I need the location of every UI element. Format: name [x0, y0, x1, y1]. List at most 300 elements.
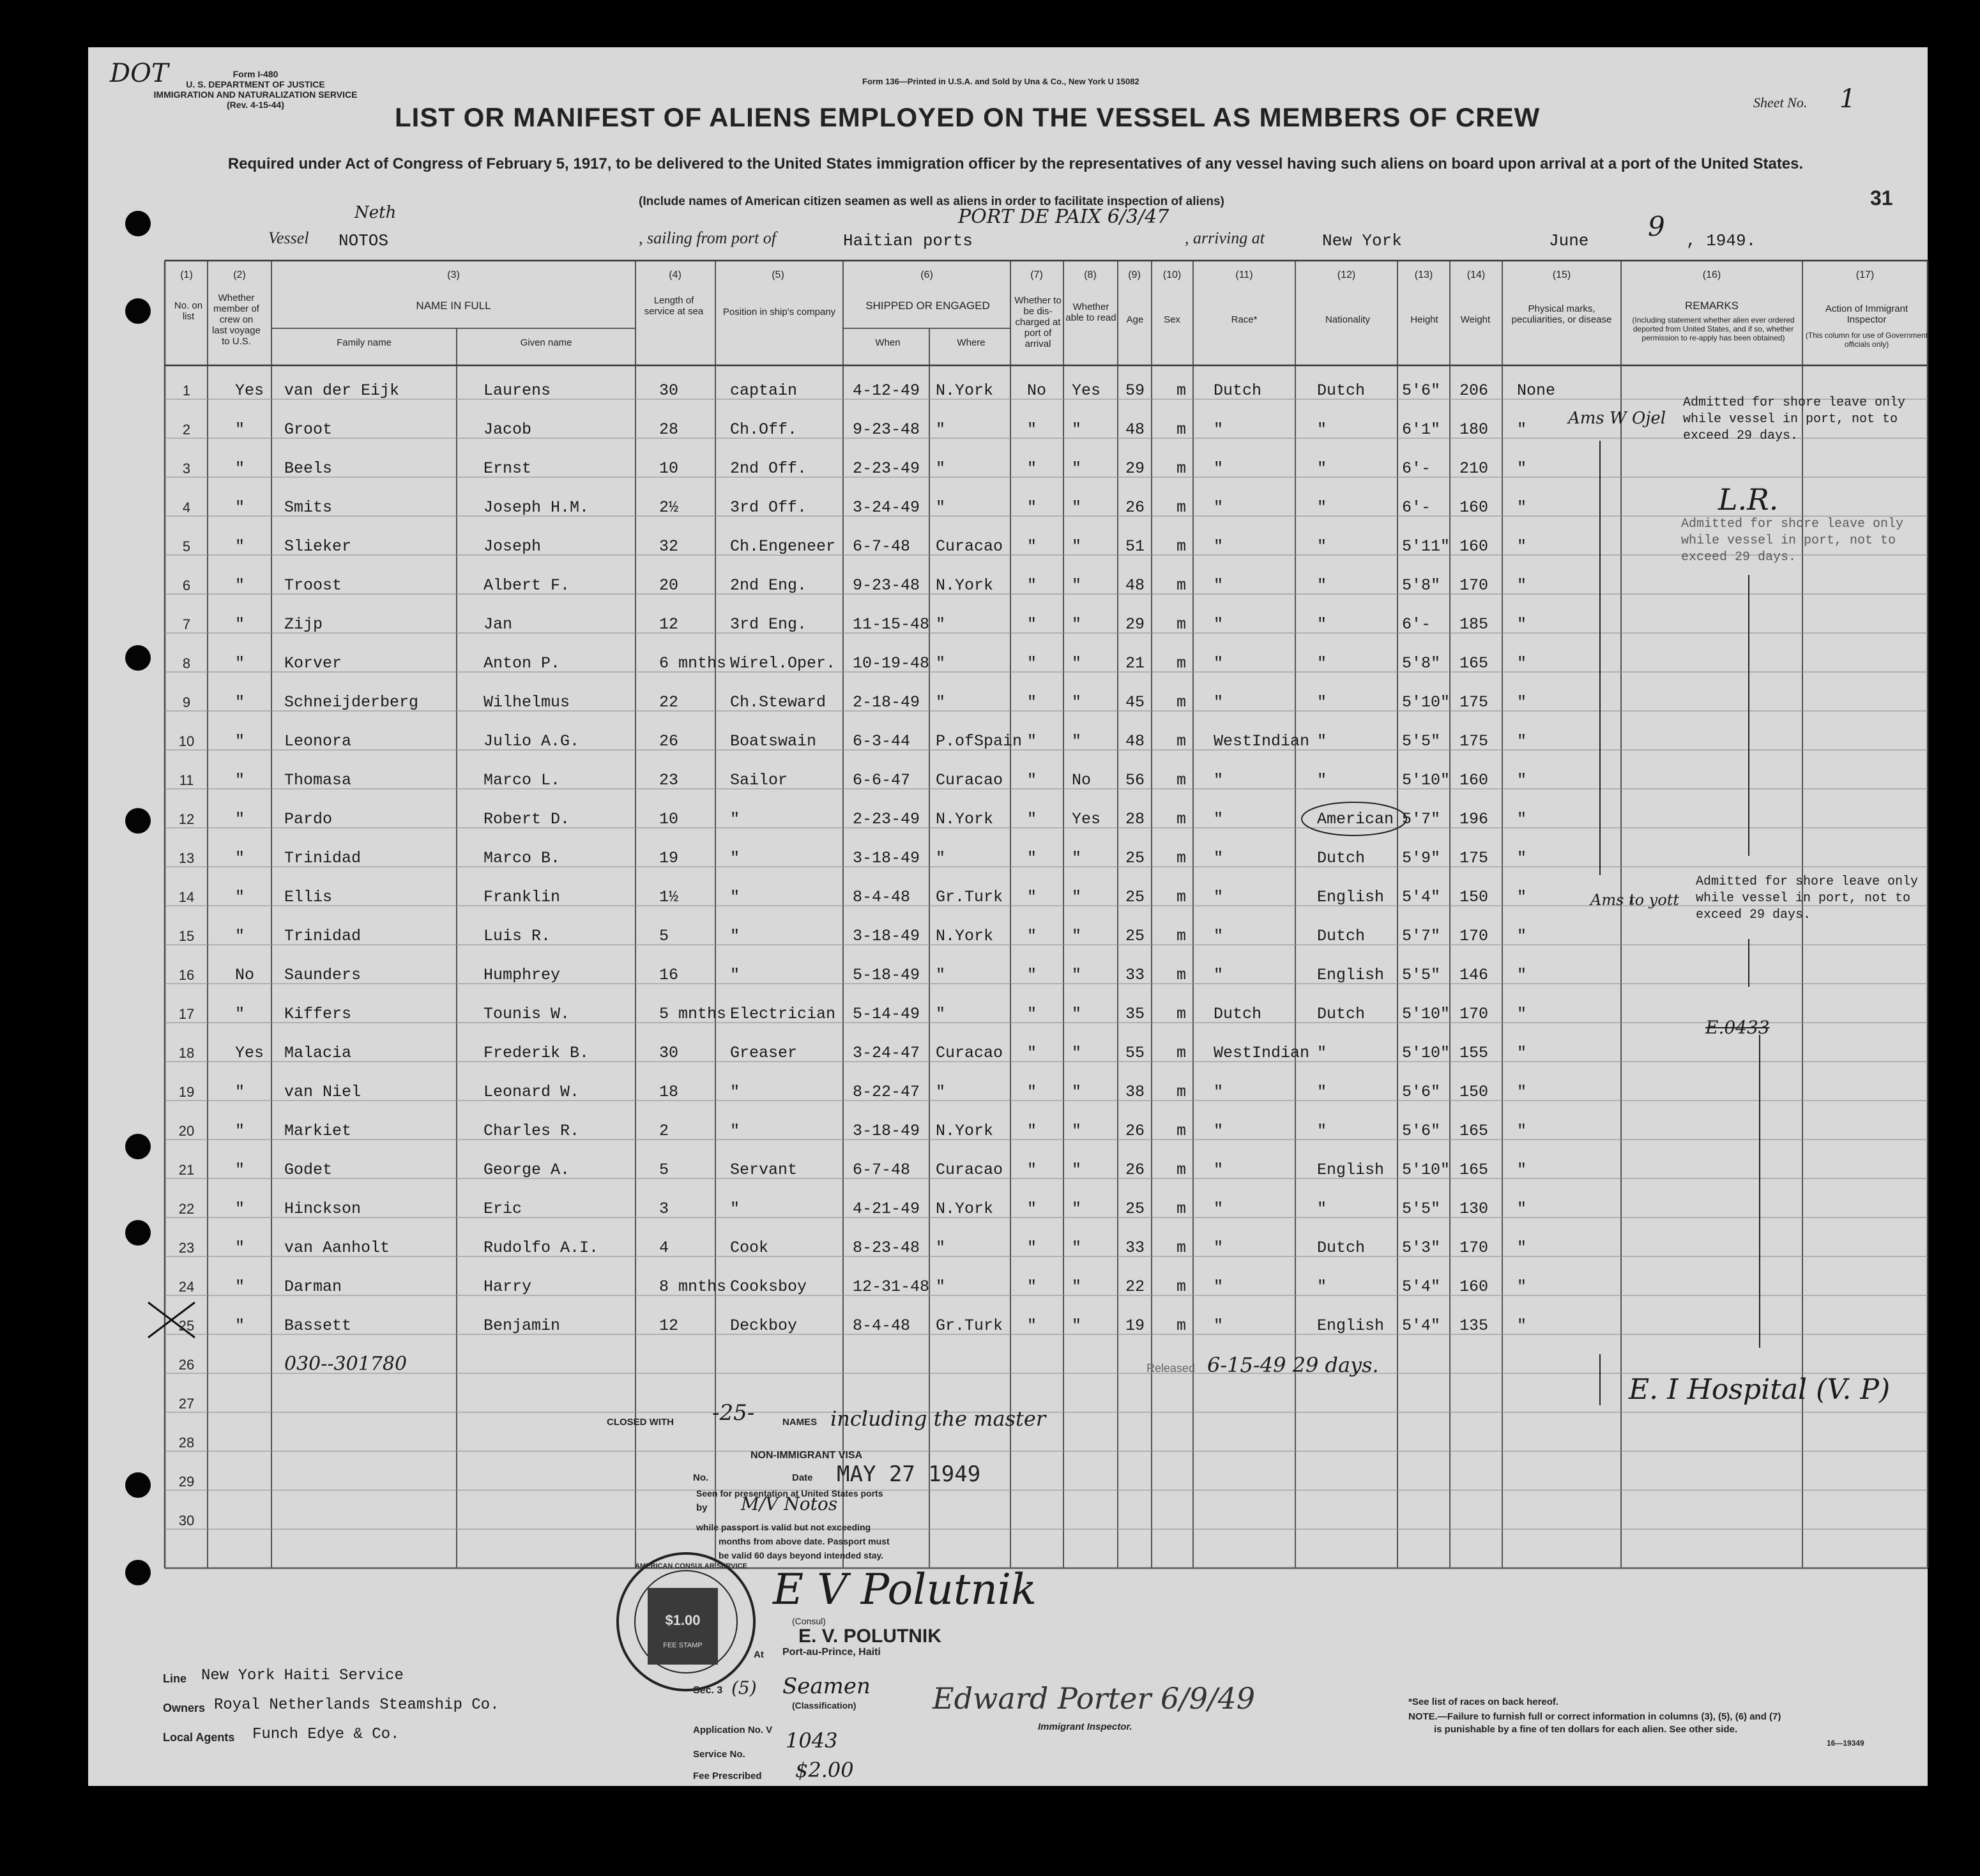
row-number: 5	[182, 538, 191, 554]
cell-service: 23	[659, 771, 679, 789]
cell-given: Rudolfo A.I.	[484, 1239, 599, 1257]
cell-nationality: Dutch	[1317, 381, 1366, 400]
cell-race: "	[1214, 498, 1224, 517]
cell-service: 22	[659, 693, 679, 712]
cell-marks: "	[1517, 1277, 1527, 1296]
cell-service: 5	[659, 1161, 669, 1179]
vessel-label: Vessel	[268, 229, 309, 247]
released-value: 6-15-49 29 days.	[1207, 1353, 1379, 1377]
cell-prev: "	[235, 771, 245, 789]
cell-read: "	[1072, 615, 1082, 634]
column-number: (13)	[1414, 270, 1433, 280]
visa-valid-line: be valid 60 days beyond intended stay.	[719, 1550, 884, 1560]
column-number: (17)	[1855, 270, 1875, 280]
cell-given: Leonard W.	[484, 1083, 580, 1101]
cell-age: 55	[1125, 1044, 1145, 1062]
row-number: 27	[178, 1396, 195, 1412]
cell-read: "	[1072, 732, 1082, 751]
row-number: 14	[178, 889, 195, 905]
cell-read: "	[1072, 1239, 1082, 1257]
cell-age: 59	[1125, 381, 1145, 400]
cell-age: 28	[1125, 810, 1145, 828]
note-text: —Failure to furnish full or correct information in columns (3), (5), (6) and (7)	[1437, 1711, 1781, 1722]
row-number: 11	[179, 772, 194, 788]
cell-where: "	[936, 1277, 946, 1296]
cell-where: Gr.Turk	[936, 1316, 1003, 1335]
cell-nationality: Dutch	[1317, 1005, 1366, 1023]
cell-where: N.York	[936, 381, 994, 400]
remark-shore-leave-row12	[1696, 874, 1918, 924]
cell-height: 5'8"	[1402, 576, 1441, 595]
cell-prev: "	[235, 615, 245, 634]
cell-service: 16	[659, 966, 679, 984]
cell-when: 2-23-49	[853, 459, 920, 478]
column-number: (11)	[1235, 270, 1253, 280]
cell-family: Thomasa	[284, 771, 352, 789]
cell-discharged: "	[1027, 498, 1037, 517]
cell-nationality: "	[1317, 1083, 1327, 1101]
cell-nationality: "	[1317, 459, 1327, 478]
cell-prev: Yes	[235, 381, 264, 400]
cell-race: "	[1214, 1122, 1224, 1140]
cell-sex: m	[1177, 966, 1187, 984]
cell-prev: "	[235, 1277, 245, 1296]
cell-sex: m	[1177, 1122, 1187, 1140]
cell-discharged: "	[1027, 771, 1037, 789]
cell-position: Ch.Off.	[730, 420, 798, 439]
cell-weight: 170	[1459, 927, 1489, 945]
cell-nationality: Dutch	[1317, 1239, 1366, 1257]
cell-marks: None	[1517, 381, 1556, 400]
fee-stamp	[648, 1588, 718, 1665]
row-number: 12	[178, 811, 195, 827]
cell-weight: 150	[1459, 1083, 1489, 1101]
cell-discharged: "	[1027, 459, 1037, 478]
column-number: (14)	[1466, 270, 1486, 280]
cell-service: 30	[659, 381, 679, 400]
cell-when: 3-18-49	[853, 927, 920, 945]
cell-position: "	[730, 1083, 740, 1101]
cell-nationality: "	[1317, 771, 1327, 789]
cell-position: Ch.Steward	[730, 693, 826, 712]
cell-service: 2½	[659, 498, 679, 517]
cell-height: 5'10"	[1402, 693, 1451, 712]
cell-given: Frederik B.	[484, 1044, 590, 1062]
sheet-number: 1	[1839, 84, 1856, 114]
cell-read: Yes	[1072, 810, 1101, 828]
fee-stamp-value: $1.00	[665, 1612, 701, 1628]
cell-where: N.York	[936, 927, 994, 945]
cell-service: 5	[659, 927, 669, 945]
row-number: 24	[178, 1279, 195, 1295]
header-family-name: Family name	[337, 337, 392, 348]
cell-weight: 206	[1459, 381, 1489, 400]
cell-service: 32	[659, 537, 679, 556]
row-number: 21	[178, 1162, 195, 1178]
cell-race: Dutch	[1214, 381, 1262, 400]
cell-service: 5 mnths	[659, 1005, 727, 1023]
cell-weight: 160	[1459, 537, 1489, 556]
cell-prev: "	[235, 888, 245, 906]
cell-marks: "	[1517, 771, 1527, 789]
cell-position: "	[730, 849, 740, 867]
struck-note: E.0433	[1705, 1017, 1770, 1038]
cell-marks: "	[1517, 849, 1527, 867]
cell-prev: "	[235, 576, 245, 595]
cell-where: "	[936, 615, 946, 634]
cell-discharged: "	[1027, 576, 1037, 595]
cell-nationality: American	[1317, 810, 1394, 828]
cell-service: 6 mnths	[659, 654, 727, 673]
column-number: (7)	[1030, 270, 1043, 280]
cell-discharged: No	[1027, 381, 1047, 400]
sailing-port: Haitian ports	[843, 231, 973, 250]
row-number: 6	[182, 577, 191, 593]
cell-race: "	[1214, 576, 1224, 595]
cell-nationality: English	[1317, 888, 1385, 906]
cell-position: "	[730, 810, 740, 828]
cell-given: Tounis W.	[484, 1005, 570, 1023]
closed-note: including the master	[830, 1407, 1046, 1431]
page-subtitle: Required under Act of Congress of February 5, 1917, to be delivered to the United States immigration officer by the representatives of any vessel having such aliens on board upon arrival at a port of the United States.	[227, 155, 1804, 172]
cell-weight: 175	[1459, 693, 1489, 712]
cell-given: Franklin	[484, 888, 561, 906]
cell-when: 3-18-49	[853, 849, 920, 867]
cell-service: 18	[659, 1083, 679, 1101]
form-code: 16—19349	[1827, 1739, 1864, 1748]
cell-nationality: "	[1317, 693, 1327, 712]
cell-weight: 165	[1459, 1161, 1489, 1179]
fee-value: $2.00	[795, 1758, 854, 1782]
row-number: 22	[178, 1201, 195, 1217]
cell-race: "	[1214, 1083, 1224, 1101]
cell-given: Humphrey	[484, 966, 561, 984]
column-number: (3)	[447, 270, 460, 280]
cell-given: Jan	[484, 615, 513, 634]
cell-read: "	[1072, 576, 1082, 595]
cell-race: "	[1214, 1200, 1224, 1218]
cell-given: Julio A.G.	[484, 732, 580, 751]
cell-read: "	[1072, 1083, 1082, 1101]
cell-marks: "	[1517, 576, 1527, 595]
cell-weight: 196	[1459, 810, 1489, 828]
cell-when: 9-23-48	[853, 576, 920, 595]
cell-family: Trinidad	[284, 849, 362, 867]
cell-nationality: "	[1317, 420, 1327, 439]
cell-nationality: Dutch	[1317, 927, 1366, 945]
cell-position: Cooksboy	[730, 1277, 807, 1296]
cell-when: 6-3-44	[853, 732, 911, 751]
cell-where: Curacao	[936, 771, 1003, 789]
cell-marks: "	[1517, 498, 1527, 517]
cell-family: Schneijderberg	[284, 693, 419, 712]
cell-family: Godet	[284, 1161, 333, 1179]
cell-sex: m	[1177, 810, 1187, 828]
cell-sex: m	[1177, 615, 1187, 634]
cell-service: 26	[659, 732, 679, 751]
cell-prev: "	[235, 1316, 245, 1335]
cell-read: "	[1072, 1044, 1082, 1062]
cell-prev: "	[235, 1122, 245, 1140]
cell-where: "	[936, 420, 946, 439]
cell-read: "	[1072, 459, 1082, 478]
cell-height: 5'10"	[1402, 1161, 1451, 1179]
cell-discharged: "	[1027, 1200, 1037, 1218]
row-number: 7	[182, 616, 191, 632]
cell-sex: m	[1177, 693, 1187, 712]
cell-where: "	[936, 693, 946, 712]
cell-given: George A.	[484, 1161, 570, 1179]
header-discharged: Whether to be dis-charged at port of arrival	[1014, 295, 1062, 349]
line-label: Line	[163, 1672, 187, 1685]
cell-nationality: Dutch	[1317, 849, 1366, 867]
cell-when: 6-7-48	[853, 1161, 911, 1179]
remark-line: exceed 29 days.	[1683, 429, 1799, 443]
cell-sex: m	[1177, 771, 1187, 789]
cell-height: 5'5"	[1402, 732, 1441, 751]
cell-when: 12-31-48	[853, 1277, 930, 1296]
agency-line: U. S. DEPARTMENT OF JUSTICE	[186, 79, 325, 89]
cell-service: 2	[659, 1122, 669, 1140]
cell-where: "	[936, 1239, 946, 1257]
cell-age: 35	[1125, 1005, 1145, 1023]
cell-weight: 130	[1459, 1200, 1489, 1218]
column-number: (1)	[180, 270, 193, 280]
cell-prev: "	[235, 1200, 245, 1218]
cell-position: "	[730, 888, 740, 906]
header-nationality: Nationality	[1325, 314, 1371, 325]
column-number: (8)	[1084, 270, 1097, 280]
remark-shore-leave	[1683, 395, 1905, 445]
cell-read: "	[1072, 966, 1082, 984]
cell-sex: m	[1177, 1005, 1187, 1023]
cell-where: "	[936, 498, 946, 517]
cell-weight: 160	[1459, 1277, 1489, 1296]
cell-weight: 160	[1459, 771, 1489, 789]
cell-given: Wilhelmus	[484, 693, 570, 712]
cell-marks: "	[1517, 1083, 1527, 1101]
cell-read: "	[1072, 1277, 1082, 1296]
inspector-label: Immigrant Inspector.	[1038, 1721, 1132, 1732]
cell-marks: "	[1517, 1122, 1527, 1140]
cell-position: Sailor	[730, 771, 788, 789]
cell-age: 25	[1125, 1200, 1145, 1218]
section-label: Sec. 3	[693, 1685, 723, 1696]
cell-age: 33	[1125, 1239, 1145, 1257]
cell-sex: m	[1177, 1200, 1187, 1218]
visa-valid-line: while passport is valid but not exceeding	[696, 1522, 871, 1532]
cell-nationality: "	[1317, 1277, 1327, 1296]
header-height: Height	[1410, 314, 1438, 325]
cell-service: 12	[659, 1316, 679, 1335]
column-number: (10)	[1162, 270, 1182, 280]
cell-given: Harry	[484, 1277, 532, 1296]
visa-seen-line: Seen for presentation at United States ports	[696, 1488, 883, 1499]
cell-when: 5-18-49	[853, 966, 920, 984]
cell-when: 8-22-47	[853, 1083, 920, 1101]
cell-family: Groot	[284, 420, 333, 439]
row-number: 28	[178, 1435, 195, 1451]
cell-marks: "	[1517, 654, 1527, 673]
cell-nationality: English	[1317, 1316, 1385, 1335]
cell-age: 25	[1125, 849, 1145, 867]
cell-height: 6'-	[1402, 615, 1431, 634]
cell-discharged: "	[1027, 1277, 1037, 1296]
cell-when: 8-23-48	[853, 1239, 920, 1257]
cell-sex: m	[1177, 1239, 1187, 1257]
cell-position: 3rd Eng.	[730, 615, 807, 634]
cell-read: "	[1072, 888, 1082, 906]
cell-height: 5'5"	[1402, 966, 1441, 984]
hospital-note: E. I Hospital (V. P)	[1629, 1373, 1891, 1406]
cell-read: "	[1072, 498, 1082, 517]
header-remarks: REMARKS	[1684, 300, 1739, 312]
header-physical-marks: Physical marks, peculiarities, or disease	[1511, 303, 1612, 325]
row-number: 10	[178, 733, 195, 749]
cell-family: Ellis	[284, 888, 333, 906]
cell-where: N.York	[936, 810, 994, 828]
cell-when: 5-14-49	[853, 1005, 920, 1023]
cell-marks: "	[1517, 1316, 1527, 1335]
cell-discharged: "	[1027, 966, 1037, 984]
cell-nationality: "	[1317, 498, 1327, 517]
cell-read: "	[1072, 1316, 1082, 1335]
cell-when: 4-12-49	[853, 381, 920, 400]
note-label: NOTE.	[1408, 1711, 1438, 1722]
cell-marks: "	[1517, 810, 1527, 828]
cell-race: "	[1214, 771, 1224, 789]
cell-race: WestIndian	[1214, 732, 1310, 751]
cell-where: Curacao	[936, 1044, 1003, 1062]
cell-prev: "	[235, 732, 245, 751]
cell-family: Saunders	[284, 966, 362, 984]
cell-height: 5'6"	[1402, 1083, 1441, 1101]
cell-age: 29	[1125, 615, 1145, 634]
classification-value: Seamen	[782, 1674, 871, 1699]
cell-when: 2-18-49	[853, 693, 920, 712]
row-number: 18	[178, 1045, 195, 1061]
cell-marks: "	[1517, 420, 1527, 439]
cell-discharged: "	[1027, 732, 1037, 751]
cell-position: "	[730, 1122, 740, 1140]
service-label: Service No.	[693, 1749, 745, 1760]
visa-date: MAY 27 1949	[837, 1461, 981, 1487]
cell-sex: m	[1177, 927, 1187, 945]
fee-label: Fee Prescribed	[693, 1771, 762, 1781]
header-shipped-when: When	[875, 337, 901, 348]
agents-value: Funch Edye & Co.	[252, 1726, 400, 1743]
cell-marks: "	[1517, 927, 1527, 945]
row-number: 2	[182, 422, 191, 438]
application-label: Application No. V	[693, 1725, 773, 1735]
cell-weight: 170	[1459, 1005, 1489, 1023]
line-value: New York Haiti Service	[201, 1667, 404, 1684]
cell-given: Eric	[484, 1200, 522, 1218]
cell-sex: m	[1177, 537, 1187, 556]
cell-service: 19	[659, 849, 679, 867]
cell-nationality: "	[1317, 1044, 1327, 1062]
cell-race: "	[1214, 849, 1224, 867]
revision-date: (Rev. 4-15-44)	[226, 100, 284, 110]
page-number: 31	[1870, 187, 1893, 210]
cell-race: "	[1214, 1239, 1224, 1257]
header-previous-voyage: Whether member of crew on last voyage to U.S.	[212, 293, 261, 347]
visa-valid-line: months from above date. Passport must	[719, 1536, 890, 1546]
cell-nationality: English	[1317, 966, 1385, 984]
cell-family: Zijp	[284, 615, 323, 634]
cell-race: "	[1214, 459, 1224, 478]
cell-height: 6'-	[1402, 498, 1431, 517]
column-number: (15)	[1552, 270, 1571, 280]
cell-prev: "	[235, 849, 245, 867]
cell-discharged: "	[1027, 654, 1037, 673]
cell-weight: 185	[1459, 615, 1489, 634]
cell-height: 5'6"	[1402, 381, 1441, 400]
inspector-signature: Edward Porter 6/9/49	[933, 1681, 1256, 1716]
row-number: 16	[178, 967, 195, 983]
cell-sex: m	[1177, 1161, 1187, 1179]
column-number: (12)	[1337, 270, 1356, 280]
header-name-in-full: NAME IN FULL	[416, 300, 491, 312]
cell-age: 19	[1125, 1316, 1145, 1335]
cell-read: "	[1072, 1122, 1082, 1140]
cell-prev: "	[235, 693, 245, 712]
cell-family: Trinidad	[284, 927, 362, 945]
column-number: (16)	[1702, 270, 1721, 280]
cell-prev: "	[235, 654, 245, 673]
cell-given: Luis R.	[484, 927, 551, 945]
cell-when: 4-21-49	[853, 1200, 920, 1218]
cell-sex: m	[1177, 1044, 1187, 1062]
cell-given: Ernst	[484, 459, 532, 478]
cell-nationality: English	[1317, 1161, 1385, 1179]
handwritten-note-row1: Ams W Ojel	[1568, 409, 1666, 428]
column-number: (9)	[1128, 270, 1141, 280]
header-race: Race*	[1231, 314, 1258, 325]
row25-number: 030--301780	[284, 1353, 407, 1375]
cell-position: 2nd Off.	[730, 459, 807, 478]
cell-weight: 160	[1459, 498, 1489, 517]
arrival-month: June	[1549, 231, 1589, 250]
cell-read: "	[1072, 1005, 1082, 1023]
cell-when: 10-19-48	[853, 654, 930, 673]
cell-age: 21	[1125, 654, 1145, 673]
cell-given: Albert F.	[484, 576, 570, 595]
cell-prev: No	[235, 966, 255, 984]
remark-line: while vessel in port, not to	[1681, 533, 1896, 548]
cell-age: 51	[1125, 537, 1145, 556]
cell-discharged: "	[1027, 888, 1037, 906]
cell-age: 25	[1125, 927, 1145, 945]
header-action-note: (This column for use of Government officials only)	[1805, 331, 1928, 349]
cell-discharged: "	[1027, 927, 1037, 945]
arrival-day: 9	[1648, 211, 1665, 242]
cell-prev: "	[235, 927, 245, 945]
cell-read: "	[1072, 654, 1082, 673]
cell-where: "	[936, 1083, 946, 1101]
cell-prev: "	[235, 459, 245, 478]
vessel-name: NOTOS	[339, 231, 389, 250]
cell-read: No	[1072, 771, 1092, 789]
cell-age: 22	[1125, 1277, 1145, 1296]
cell-nationality: "	[1317, 615, 1327, 634]
cell-family: Markiet	[284, 1122, 352, 1140]
include-note: (Include names of American citizen seamen as well as aliens in order to facilitate inspection of aliens)	[639, 195, 1224, 208]
cell-family: van Niel	[284, 1083, 362, 1101]
cell-height: 6'-	[1402, 459, 1431, 478]
cell-marks: "	[1517, 888, 1527, 906]
row-number: 13	[178, 850, 195, 866]
